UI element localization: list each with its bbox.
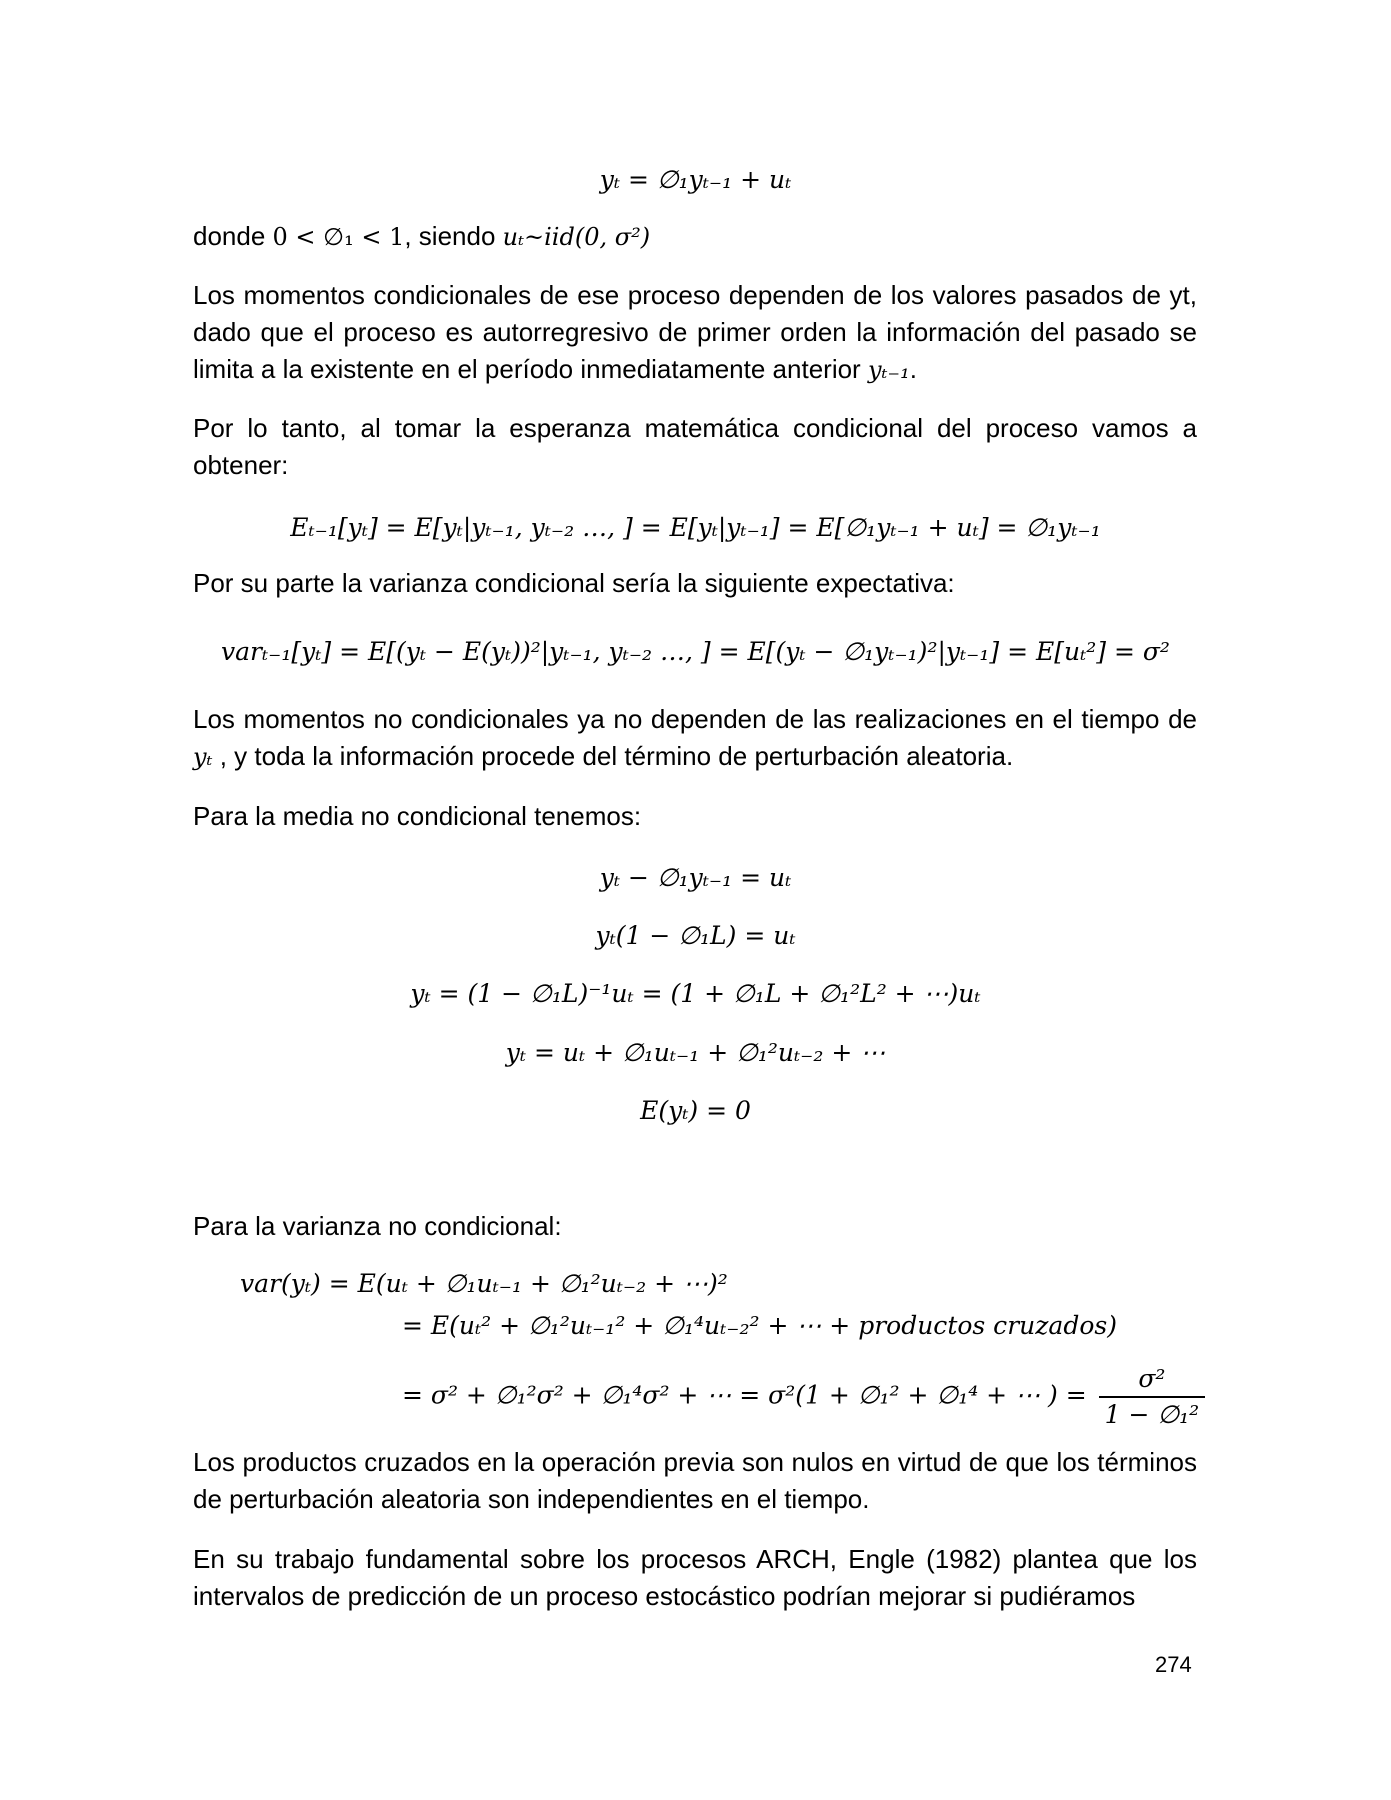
paragraph-conditional-moments bbox=[193, 277, 1197, 389]
equation-mean-5: E(yₜ) = 0 bbox=[640, 1096, 751, 1125]
equation-var-3-body: = σ² + ∅₁²σ² + ∅₁⁴σ² + ⋯ = σ²(1 + ∅₁² + ∅₁⁴ + ⋯ ) = bbox=[402, 1380, 1087, 1410]
paragraph-unconditional-mean: Para la media no condicional tenemos: bbox=[193, 801, 642, 831]
p1-text: Los momentos condicionales de ese proceso dependen de los valores pasados de yt, dado que el proceso es autorregresivo de primer orden la información del pasado se limita a la existente en el período inmediatamente anterior bbox=[193, 280, 1197, 384]
equation-mean-3: yₜ = (1 − ∅₁L)⁻¹uₜ = (1 + ∅₁L + ∅₁²L² + ⋯)uₜ bbox=[410, 979, 981, 1008]
donde-condition: 0 < ∅₁ < 1 bbox=[272, 223, 405, 251]
p4-text-a: Los momentos no condicionales ya no dependen de las realizaciones en el tiempo de bbox=[193, 704, 1197, 734]
equation-mean-1: yₜ − ∅₁yₜ₋₁ = uₜ bbox=[599, 863, 792, 892]
paragraph-conditional-variance: Por su parte la varianza condicional sería la siguiente expectativa: bbox=[193, 568, 955, 598]
paragraph-engle: En su trabajo fundamental sobre los procesos ARCH, Engle (1982) plantea que los intervalos de predicción de un proceso estocástico podrían mejorar si pudiéramos bbox=[193, 1544, 1197, 1611]
equation-conditional-variance: varₜ₋₁[yₜ] = E[(yₜ − E(yₜ))²|yₜ₋₁, yₜ₋₂ …, ] = E[(yₜ − ∅₁yₜ₋₁)²|yₜ₋₁] = E[uₜ²] = σ² bbox=[221, 637, 1170, 666]
equation-var-2: = E(uₜ² + ∅₁²uₜ₋₁² + ∅₁⁴uₜ₋₂² + ⋯ + productos cruzados) bbox=[402, 1311, 1117, 1340]
p1-var: yₜ₋₁ bbox=[867, 356, 910, 384]
donde-prefix: donde bbox=[193, 221, 273, 251]
page-number: 274 bbox=[1155, 1652, 1192, 1677]
equation-var-1: var(yₜ) = E(uₜ + ∅₁uₜ₋₁ + ∅₁²uₜ₋₂ + ⋯)² bbox=[240, 1269, 728, 1298]
variance-fraction bbox=[1099, 1362, 1206, 1432]
equation-mean-4: yₜ = uₜ + ∅₁uₜ₋₁ + ∅₁²uₜ₋₂ + ⋯ bbox=[505, 1038, 886, 1067]
paragraph-expectation: Por lo tanto, al tomar la esperanza matemática condicional del proceso vamos a obtener: bbox=[193, 413, 1197, 480]
variance-numerator: σ² bbox=[1099, 1362, 1206, 1398]
variance-denominator: 1 − ∅₁² bbox=[1104, 1400, 1200, 1429]
p4-var: yₜ bbox=[193, 743, 213, 771]
donde-mid: , siendo bbox=[404, 221, 503, 251]
equation-ar1: yₜ = ∅₁yₜ₋₁ + uₜ bbox=[599, 165, 792, 194]
paragraph-donde bbox=[193, 218, 1197, 256]
p4-text-b: , y toda la información procede del término de perturbación aleatoria. bbox=[212, 741, 1014, 771]
donde-iid: uₜ~iid(0, σ²) bbox=[502, 223, 651, 251]
equation-mean-2: yₜ(1 − ∅₁L) = uₜ bbox=[595, 921, 796, 950]
equation-var-3 bbox=[402, 1362, 1209, 1432]
paragraph-cross-products: Los productos cruzados en la operación previa son nulos en virtud de que los términos de perturbación aleatoria son independientes en el tiempo. bbox=[193, 1447, 1197, 1514]
paragraph-unconditional-variance: Para la varianza no condicional: bbox=[193, 1211, 562, 1241]
p1-end: . bbox=[909, 354, 917, 384]
paragraph-unconditional-moments bbox=[193, 701, 1197, 776]
equation-conditional-mean: Eₜ₋₁[yₜ] = E[yₜ|yₜ₋₁, yₜ₋₂ …, ] = E[yₜ|yₜ₋₁] = E[∅₁yₜ₋₁ + uₜ] = ∅₁yₜ₋₁ bbox=[290, 513, 1101, 542]
